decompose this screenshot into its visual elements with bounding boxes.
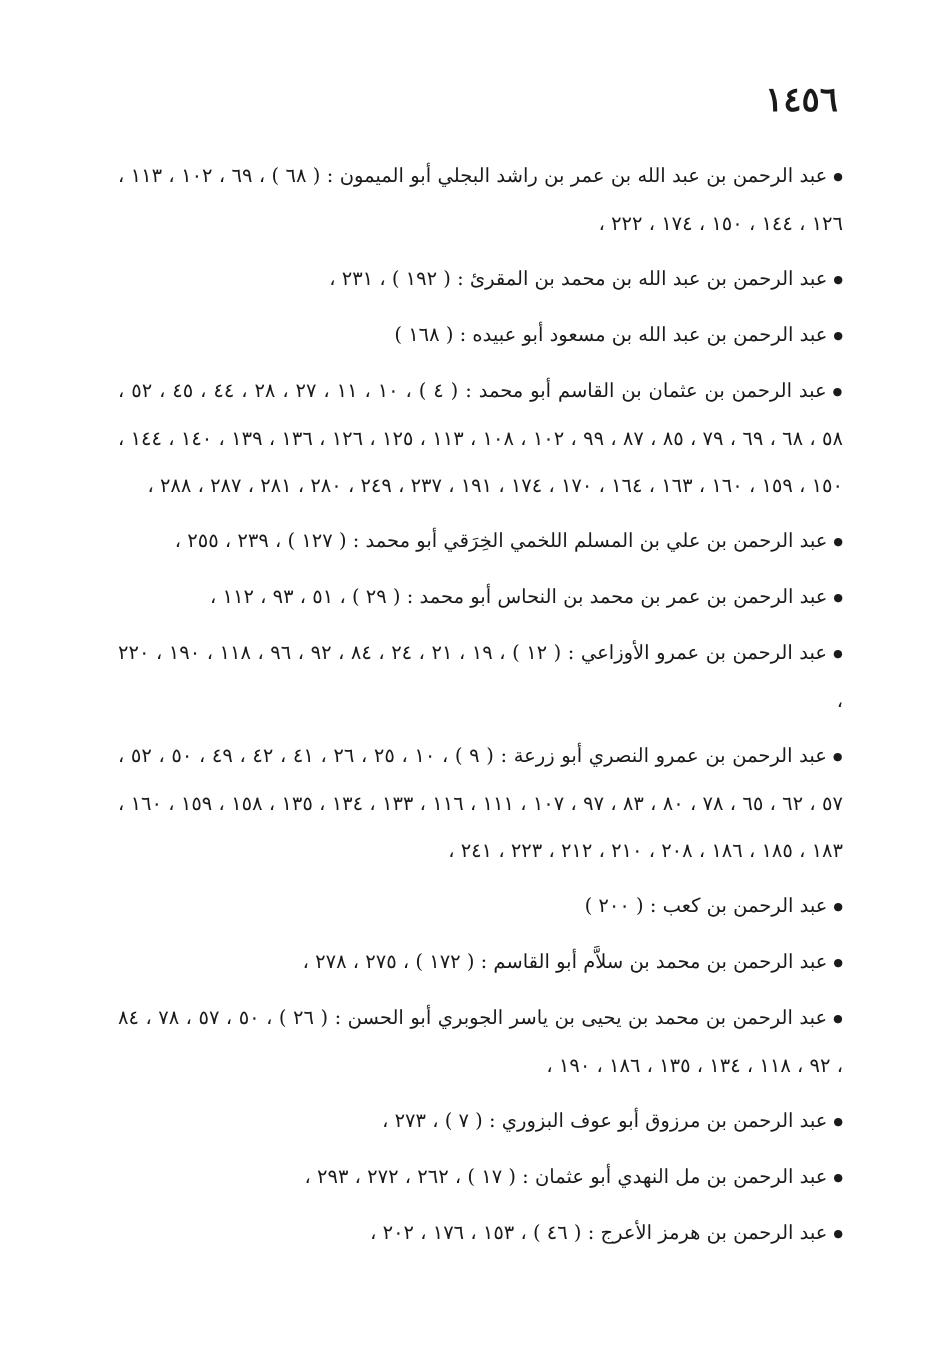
entry-page-refs: : ( ٤٦ ) ، ١٥٣ ، ١٧٦ ، ٢٠٢ ، bbox=[370, 1221, 595, 1244]
bullet-icon: ● bbox=[833, 535, 843, 548]
entry-name: عبد الرحمن بن عمرو النصري أبو زرعة bbox=[513, 744, 827, 767]
entry-page-refs: : ( ٩ ) ، ١٠ ، ٢٥ ، ٢٦ ، ٤١ ، ٤٢ ، ٤٩ ، ٥٠ ، ٥٢ ، ٥٧ ، ٦٢ ، ٦٥ ، ٧٨ ، ٨٠ ، ٨٣ ، ٩٧ ، ١٠٧ ، ١١١ ، ١١٦ ، ١٣٣ ، ١٣٤ ، ١٣٥ ، ١٥٨ ، ١٥٩ ، ١٦٠ ، ١٨٣ ، ١٨٥ ، ١٨٦ ، ٢٠٨ ، ٢١٠ ، ٢١٢ ، ٢٢٣ ، ٢٤١ ، bbox=[118, 744, 843, 862]
entry-name: عبد الرحمن بن عبد الله بن محمد بن المقرئ bbox=[469, 267, 828, 290]
bullet-icon: ● bbox=[832, 385, 843, 398]
entry-page-refs: : ( ١٢ ) ، ١٩ ، ٢١ ، ٢٤ ، ٨٤ ، ٩٢ ، ٩٦ ، ١١٨ ، ١٩٠ ، ٢٢٠ ، bbox=[118, 641, 843, 712]
bullet-icon: ● bbox=[833, 956, 843, 969]
entry-page-refs: : ( ٢٩ ) ، ٥١ ، ٩٣ ، ١١٢ ، bbox=[210, 585, 414, 608]
entry-name: عبد الرحمن بن مل النهدي أبو عثمان bbox=[534, 1165, 828, 1188]
index-entry bbox=[118, 1097, 843, 1145]
bullet-icon: ● bbox=[832, 750, 843, 763]
entry-page-refs: : ( ١٦٨ ) bbox=[394, 323, 467, 346]
bullet-icon: ● bbox=[833, 329, 843, 342]
bullet-icon: ● bbox=[833, 170, 843, 183]
entry-name: عبد الرحمن بن مرزوق أبو عوف البزوري bbox=[501, 1109, 828, 1132]
bullet-icon: ● bbox=[833, 591, 843, 604]
entry-name: عبد الرحمن بن عثمان بن القاسم أبو محمد bbox=[478, 379, 827, 402]
bullet-icon: ● bbox=[833, 1227, 843, 1240]
entry-name: عبد الرحمن بن عمرو الأوزاعي bbox=[580, 641, 828, 664]
index-entry bbox=[118, 517, 843, 565]
entry-page-refs: : ( ١٧٢ ) ، ٢٧٥ ، ٢٧٨ ، bbox=[302, 950, 488, 973]
entry-name: عبد الرحمن بن عبد الله بن مسعود أبو عبيده bbox=[472, 323, 828, 346]
index-entry bbox=[118, 367, 843, 509]
entry-page-refs: : ( ١٧ ) ، ٢٦٢ ، ٢٧٢ ، ٢٩٣ ، bbox=[304, 1165, 529, 1188]
index-entry bbox=[118, 629, 843, 724]
index-entry bbox=[118, 255, 843, 303]
entry-page-refs: : ( ١٩٢ ) ، ٢٣١ ، bbox=[329, 267, 464, 290]
index-entry bbox=[118, 1153, 843, 1201]
entry-page-refs: : ( ٢٦ ) ، ٥٠ ، ٥٧ ، ٧٨ ، ٨٤ ، ٩٢ ، ١١٨ ، ١٣٤ ، ١٣٥ ، ١٨٦ ، ١٩٠ ، bbox=[118, 1006, 843, 1077]
index-entry bbox=[118, 994, 843, 1089]
entry-name: عبد الرحمن بن عبد الله بن عمر بن راشد البجلي أبو الميمون bbox=[339, 164, 828, 187]
page-number: ١٤٥٦ bbox=[764, 80, 838, 120]
index-entry bbox=[118, 311, 843, 359]
bullet-icon: ● bbox=[833, 1115, 843, 1128]
bullet-icon: ● bbox=[833, 647, 843, 660]
entry-page-refs: : ( ٦٨ ) ، ٦٩ ، ١٠٢ ، ١١٣ ، ١٢٦ ، ١٤٤ ، ١٥٠ ، ١٧٤ ، ٢٢٢ ، bbox=[118, 164, 843, 235]
index-entry bbox=[118, 882, 843, 930]
entry-page-refs: : ( ٧ ) ، ٢٧٣ ، bbox=[382, 1109, 496, 1132]
bullet-icon: ● bbox=[833, 273, 843, 286]
bullet-icon: ● bbox=[833, 900, 843, 913]
entry-page-refs: : ( ٤ ) ، ١٠ ، ١١ ، ٢٧ ، ٢٨ ، ٤٤ ، ٤٥ ، ٥٢ ، ٥٨ ، ٦٨ ، ٦٩ ، ٧٩ ، ٨٥ ، ٨٧ ، ٩٩ ، ١٠٢ ، ١٠٨ ، ١١٣ ، ١٢٥ ، ١٢٦ ، ١٣٦ ، ١٣٩ ، ١٤٠ ، ١٤٤ ، ١٥٠ ، ١٥٩ ، ١٦٠ ، ١٦٣ ، ١٦٤ ، ١٧٠ ، ١٧٤ ، ١٩١ ، ٢٣٧ ، ٢٤٩ ، ٢٨٠ ، ٢٨١ ، ٢٨٧ ، ٢٨٨ ، bbox=[118, 379, 843, 497]
index-entry bbox=[118, 938, 843, 986]
entry-name: عبد الرحمن بن محمد بن يحيى بن ياسر الجوبري أبو الحسن bbox=[347, 1006, 828, 1029]
entry-page-refs: : ( ٢٠٠ ) bbox=[584, 894, 657, 917]
bullet-icon: ● bbox=[833, 1171, 843, 1184]
entry-page-refs: : ( ١٢٧ ) ، ٢٣٩ ، ٢٥٥ ، bbox=[174, 529, 360, 552]
entry-name: عبد الرحمن بن هرمز الأعرج bbox=[600, 1221, 828, 1244]
entry-name: عبد الرحمن بن محمد بن سلاَّم أبو القاسم bbox=[493, 950, 828, 973]
index-entry bbox=[118, 732, 843, 874]
entry-name: عبد الرحمن بن علي بن المسلم اللخمي الخِرَقي أبو محمد bbox=[365, 529, 828, 552]
index-entry bbox=[118, 573, 843, 621]
entry-name: عبد الرحمن بن عمر بن محمد بن النحاس أبو محمد bbox=[419, 585, 828, 608]
entry-name: عبد الرحمن بن كعب bbox=[662, 894, 828, 917]
index-entry bbox=[118, 1209, 843, 1257]
index-entry bbox=[118, 152, 843, 247]
bullet-icon: ● bbox=[833, 1012, 843, 1025]
index-entries bbox=[118, 152, 843, 1265]
